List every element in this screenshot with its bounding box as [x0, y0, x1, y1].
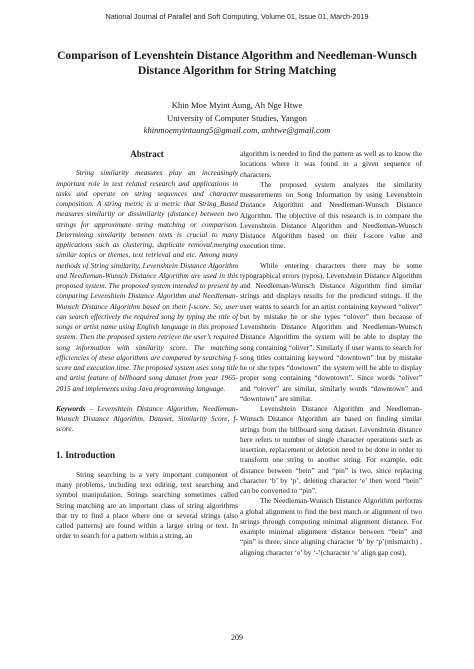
author-affiliation: University of Computer Studies, Yangon	[167, 112, 307, 123]
abstract-heading: Abstract	[130, 149, 164, 159]
introduction-paragraph-1: String searching is a very important component of many problems, including text editing, text searching and symbol manipulation. Strings searching sometimes called String matching are an important class of string algorithms that try to find a place where one or several strings (also called patterns) are found within a larger string or text. In order to search for a pattern within a string, an	[56, 469, 238, 541]
left-column	[56, 149, 238, 542]
paragraph-gap	[240, 252, 422, 261]
keywords-label: Keywords	[56, 403, 86, 413]
abstract-text: String similarity measures play an increasingly important role in text related research and applications in tasks and operate on string sequences and character composition. A string metric is a metric that String_Based measures similarity or dissimilarity (distance) between two strings for approximate string matching or comparison. Determining similarity between texts is crucial to many applications such as clustering, duplicate removal,merging similar topics or themes, text retrieval and etc. Among many methods of String similarity, Levenshtein Distance Algorithm and Needleman-Wunsch Distance Algorithm are used in this proposed system. The proposed system intended to present by comparing Levenshtein Distance Algorithm and Needleman-Wunsch Distance Algorithm based on their f-score. So, user can search effectively the required song by typing the title of songs or artist name using English language in this proposed system. Then the proposed system retrieve the user’s required song information with similarity score. The matching efficiencies of these algorithms are compared by searching f-score and execution time. The proposed system uses song title and artist feature of billboard song dataset from year 1965-2015 and implements using Java programming language.	[56, 168, 238, 393]
author-names: Khin Moe Myint Aung, Ah Nge Htwe	[171, 100, 303, 110]
author-block	[60, 99, 414, 137]
introduction-paragraph-5: The Needleman-Wunsch Distance Algorithm performs a global alignment to find the best match or alignment of two strings through computing minimal alignment distance. For example minimal alignment distance between “bein” and “pin” is three, since aligning character ‘b’ by ‘p’(mismatch) , aligning character ‘e’ by ‘-’(character ‘e’ align gap cost),	[240, 496, 422, 557]
journal-running-header: National Journal of Parallel and Soft Computing, Volume 01, Issue 01, March-2019	[105, 12, 369, 21]
introduction-paragraph-4: Levenshtein Distance Algorithm and Needleman-Wunsch Distance Algorithm are based on finding similar strings from the billboard song dataset. Levenshtein distance here refers to number of single character operations such as insertion, replacement or deletion need to be done in order to transform one string to another string. For example, edit distance between “bein” and “pin” is two, since replacing character ‘b’ by ‘p’, deleting character ‘e’ then word “bein” can be converted to “pin”.	[240, 404, 422, 495]
introduction-paragraph-continued: algorithm is needed to find the pattern as well as to know the locations where it was found in a given sequence of characters.	[240, 149, 422, 179]
right-column	[240, 149, 422, 558]
page-number: 209	[231, 633, 243, 642]
paper-title-line-1: Comparison of Levenshtein Distance Algorithm and Needleman-Wunsch	[57, 49, 417, 62]
keywords-paragraph	[56, 404, 238, 435]
author-emails: khinmoemyintaung5@gmail.com, anhtwe@gmail.com	[143, 125, 331, 135]
keywords-text: – Levenshtein Distance Algorithm, Needleman-Wunsch Distance Algorithm, Dataset, Similarity Score, f-score.	[56, 403, 238, 434]
introduction-heading: 1. Introduction	[56, 449, 116, 460]
introduction-paragraph-2: The proposed system analyzes the similarity measurements on Song Information by using Levenshtein Distance Algorithm and Needleman-Wunsch Distance Algorithm. The objective of this research is to compare the Levenshtein Distance Algorithm and Needleman-Wunsch Distance Algorithm based on their f-score value and execution time.	[240, 179, 422, 251]
paper-title-line-2: Distance Algorithm for String Matching	[137, 64, 337, 77]
introduction-paragraph-3: While entering characters there may be some typographical errors (typos), Levenshtein Distance Algorithm and Needleman-Wunsch Distance Algorithm find similar strings and displays results for the predicted strings. If the user wants to search for an artist containing keyword “oliver” but by mistake he or she types “olover” then because of Levenshtein Distance Algorithm and Needleman-Wunsch Distance Algorithm the system will be able to display the song containing “oliver”. Similarly if user wants to search for song titles containing keyword “downtown” but by mistake he or she types “dowtown” the system will be able to display proper song containing “downtown”. Since words “oliver” and “olover” are similar, similarly words “downtown” and “downtown” are similar.	[240, 260, 422, 403]
paper-title	[40, 48, 434, 78]
